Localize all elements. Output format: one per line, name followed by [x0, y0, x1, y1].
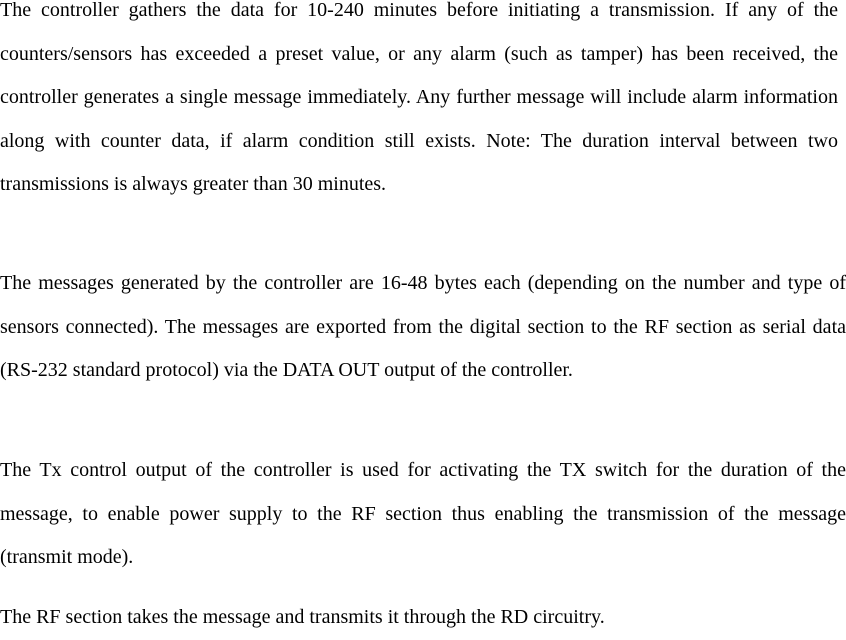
- paragraph-message-format: The messages generated by the controller are 16-48 bytes each (depending on the number and type of sensors connected). The messages are exported from the digital section to the RF section as serial data (RS-232 standard protocol) via the DATA OUT output of the controller.: [0, 272, 846, 381]
- paragraph-tx-control: The Tx control output of the controller is used for activating the TX switch for the duration of the message, to enable power supply to the RF section thus enabling the transmission of the message (transmit mode).: [0, 459, 846, 568]
- paragraph-controller-data-gathering: The controller gathers the data for 10-240 minutes before initiating a transmission. If any of the counters/sensors has exceeded a preset value, or any alarm (such as tamper) has been received, the controller generates a single message immediately. Any further message will include alarm information along with counter data, if alarm condition still exists. Note: The duration interval between two transmissions is always greater than 30 minutes.: [0, 0, 838, 195]
- paragraph-rf-section: The RF section takes the message and transmits it through the RD circuitry.: [0, 606, 605, 628]
